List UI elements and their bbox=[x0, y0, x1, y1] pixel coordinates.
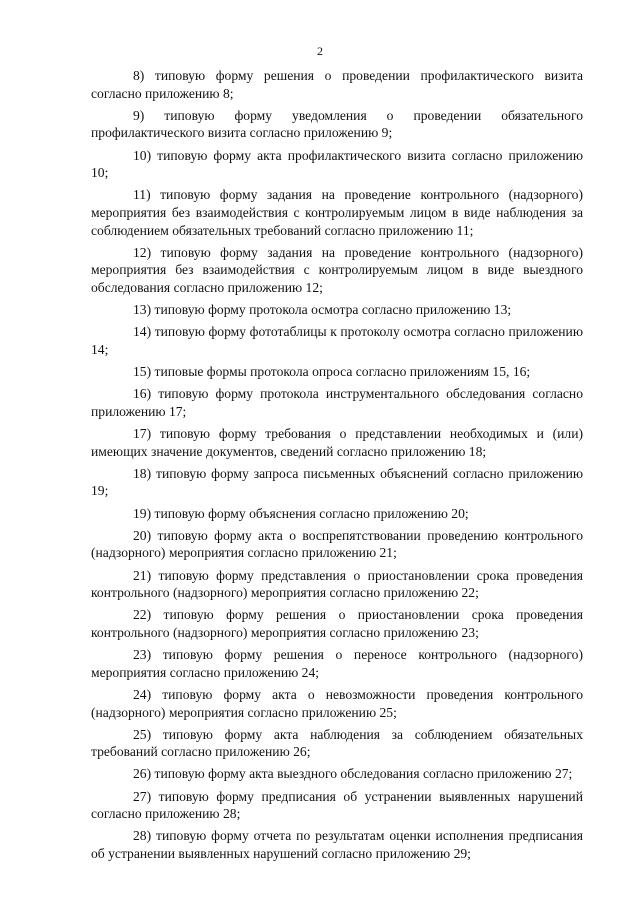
list-item: 12) типовую форму задания на проведение контрольного (надзорного) мероприятия без взаимодействия с контролируемым лицом в виде выездного обследования согласно приложению 12; bbox=[91, 244, 583, 295]
list-item: 19) типовую форму объяснения согласно приложению 20; bbox=[133, 505, 469, 521]
list-item: 22) типовую форму решения о приостановлении срока проведения контрольного (надзорного) мероприятия согласно приложению 23; bbox=[91, 607, 583, 640]
list-item: 25) типовую форму акта наблюдения за соблюдением обязательных требований согласно приложению 26; bbox=[91, 726, 583, 760]
list-item: 24) типовую форму акта о невозможности проведения контрольного (надзорного) мероприятия согласно приложению 25; bbox=[91, 686, 583, 720]
list-item: 9) типовую форму уведомления о проведении обязательного профилактического визита согласно приложению 9; bbox=[91, 107, 583, 141]
list-item: 16) типовую форму протокола инструментального обследования согласно приложению 17; bbox=[91, 386, 583, 419]
list-item: 17) типовую форму требования о представлении необходимых и (или) имеющих значение документов, сведений согласно приложению 18; bbox=[91, 426, 583, 459]
list-item: 11) типовую форму задания на проведение контрольного (надзорного) мероприятия без взаимодействия с контролируемым лицом в виде наблюдения за соблюдением обязательных требований согласно приложению 11; bbox=[91, 187, 583, 238]
list-item: 26) типовую форму акта выездного обследования согласно приложению 27; bbox=[133, 766, 573, 782]
list-item: 20) типовую форму акта о воспрепятствовании проведению контрольного (надзорного) мероприятия согласно приложению 21; bbox=[91, 527, 583, 561]
list-item: 15) типовые формы протокола опроса согласно приложениям 15, 16; bbox=[133, 364, 531, 380]
list-item: 8) типовую форму решения о проведении профилактического визита согласно приложению 8; bbox=[91, 68, 583, 101]
list-item: 14) типовую форму фототаблицы к протоколу осмотра согласно приложению 14; bbox=[91, 324, 583, 357]
list-item: 18) типовую форму запроса письменных объяснений согласно приложению 19; bbox=[91, 465, 583, 499]
list-item: 28) типовую форму отчета по результатам оценки исполнения предписания об устранении выявленных нарушений согласно приложению 29; bbox=[91, 828, 583, 862]
list-item: 27) типовую форму предписания об устранении выявленных нарушений согласно приложению 28; bbox=[91, 788, 583, 822]
list-item: 23) типовую форму решения о переносе контрольного (надзорного) мероприятия согласно приложению 24; bbox=[91, 647, 583, 680]
list-item: 13) типовую форму протокола осмотра согласно приложению 13; bbox=[133, 302, 512, 318]
list-item: 21) типовую форму представления о приостановлении срока проведения контрольного (надзорного) мероприятия согласно приложению 22; bbox=[91, 567, 583, 601]
list-item: 10) типовую форму акта профилактического визита согласно приложению 10; bbox=[91, 147, 583, 181]
page-number: 2 bbox=[317, 44, 323, 58]
item-list bbox=[91, 67, 583, 867]
